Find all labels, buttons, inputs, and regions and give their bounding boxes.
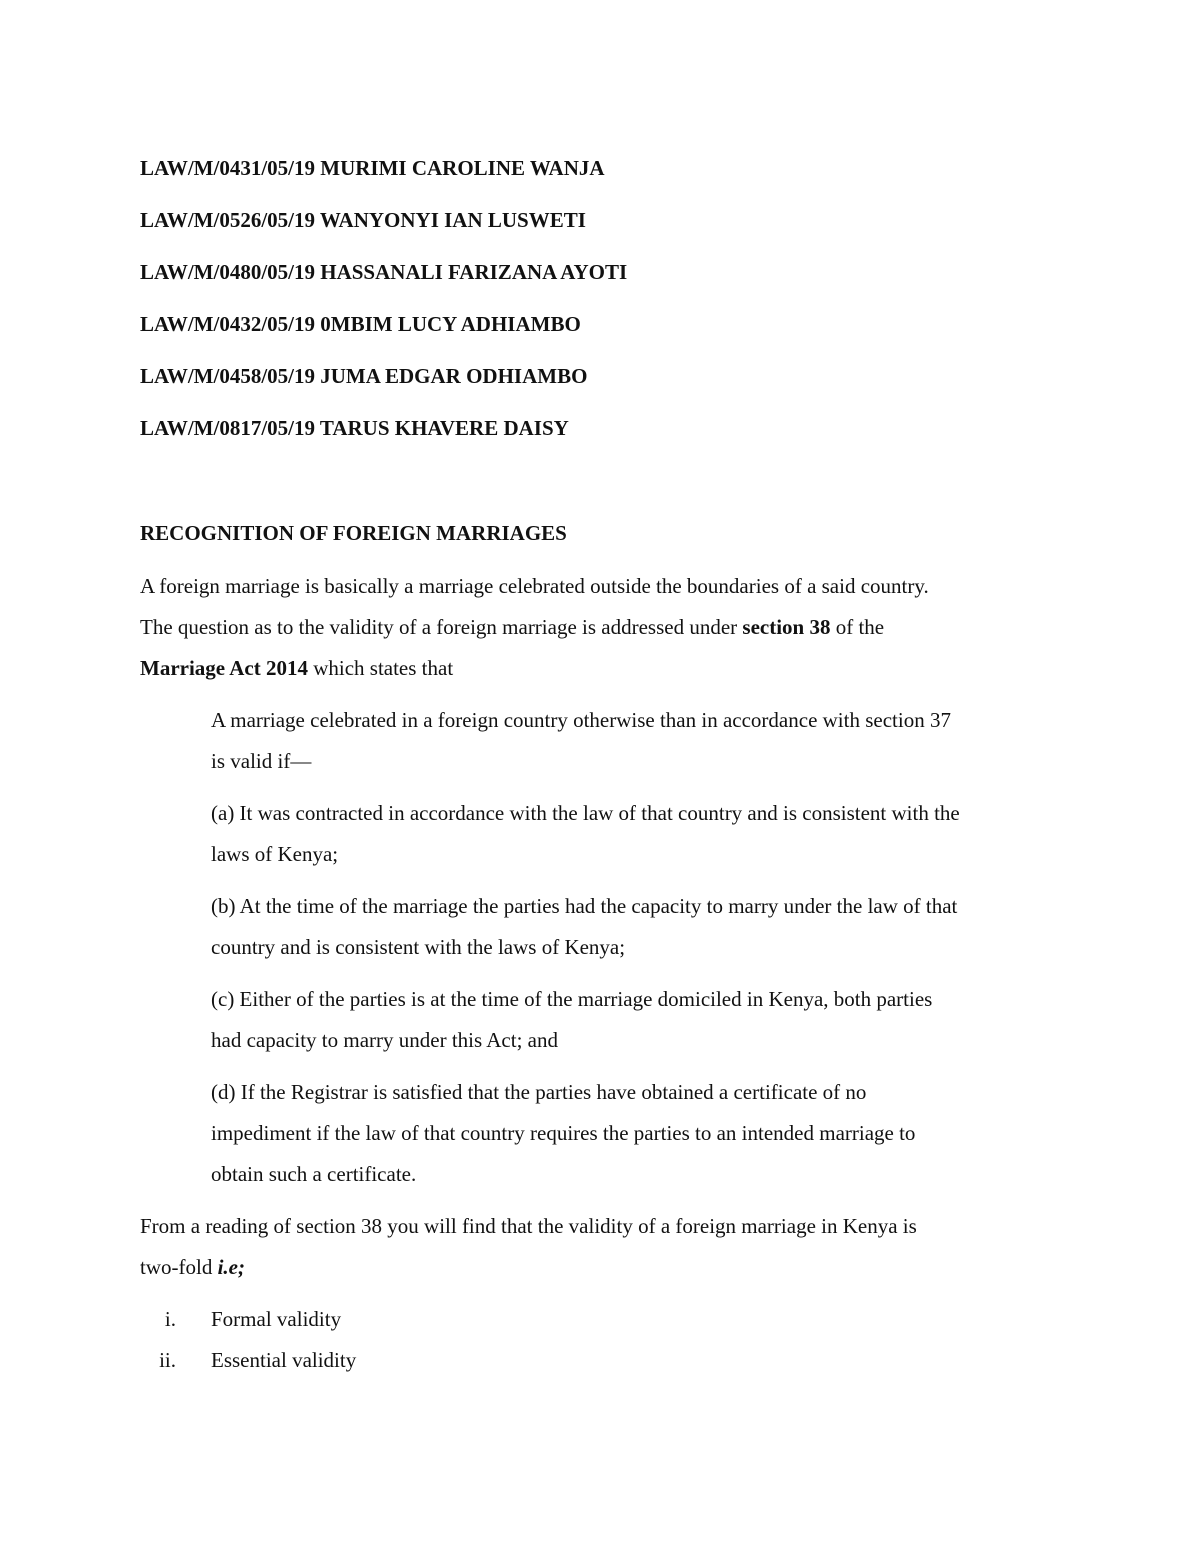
list-numeral: i. <box>164 1307 176 1331</box>
section-heading: RECOGNITION OF FOREIGN MARRIAGES <box>140 521 567 545</box>
list-item: Essential validity <box>211 1348 357 1372</box>
section-reference: section 38 <box>742 615 831 639</box>
quote-clause-c: (c) Either of the parties is at the time of the marriage domiciled in Kenya, both parties <box>211 987 933 1011</box>
quote-clause-c: had capacity to marry under this Act; and <box>211 1028 558 1052</box>
quote-line: A marriage celebrated in a foreign country otherwise than in accordance with section 37 <box>211 708 951 732</box>
student-entry: LAW/M/0817/05/19 TARUS KHAVERE DAISY <box>140 416 569 440</box>
list-numeral: ii. <box>159 1348 176 1372</box>
conclusion-line <box>140 1255 245 1279</box>
intro-line: A foreign marriage is basically a marriage celebrated outside the boundaries of a said country. <box>140 574 929 598</box>
quote-clause-a: (a) It was contracted in accordance with the law of that country and is consistent with the <box>211 801 960 825</box>
quote-clause-d: (d) If the Registrar is satisfied that the parties have obtained a certificate of no <box>211 1080 867 1104</box>
student-entry: LAW/M/0432/05/19 0MBIM LUCY ADHIAMBO <box>140 312 581 336</box>
ie-abbreviation: i.e; <box>217 1255 245 1279</box>
intro-text: The question as to the validity of a foreign marriage is addressed under <box>140 615 743 639</box>
student-entry: LAW/M/0526/05/19 WANYONYI IAN LUSWETI <box>140 208 586 232</box>
act-reference: Marriage Act 2014 <box>140 656 308 680</box>
conclusion-line: From a reading of section 38 you will find that the validity of a foreign marriage in Kenya is <box>140 1214 917 1238</box>
conclusion-text: two-fold <box>140 1255 218 1279</box>
quote-clause-d: obtain such a certificate. <box>211 1162 417 1186</box>
quote-clause-b: (b) At the time of the marriage the parties had the capacity to marry under the law of that <box>211 894 958 918</box>
student-entry: LAW/M/0480/05/19 HASSANALI FARIZANA AYOTI <box>140 260 628 284</box>
quote-line: is valid if— <box>211 749 312 773</box>
quote-clause-a: laws of Kenya; <box>211 842 339 866</box>
intro-line <box>140 615 884 639</box>
student-entry: LAW/M/0458/05/19 JUMA EDGAR ODHIAMBO <box>140 364 588 388</box>
list-item: Formal validity <box>211 1307 342 1331</box>
quote-clause-d: impediment if the law of that country requires the parties to an intended marriage to <box>211 1121 916 1145</box>
intro-line <box>140 656 453 680</box>
intro-text: of the <box>830 615 885 639</box>
quote-clause-b: country and is consistent with the laws of Kenya; <box>211 935 626 959</box>
intro-text: which states that <box>307 656 454 680</box>
student-entry: LAW/M/0431/05/19 MURIMI CAROLINE WANJA <box>140 156 605 180</box>
